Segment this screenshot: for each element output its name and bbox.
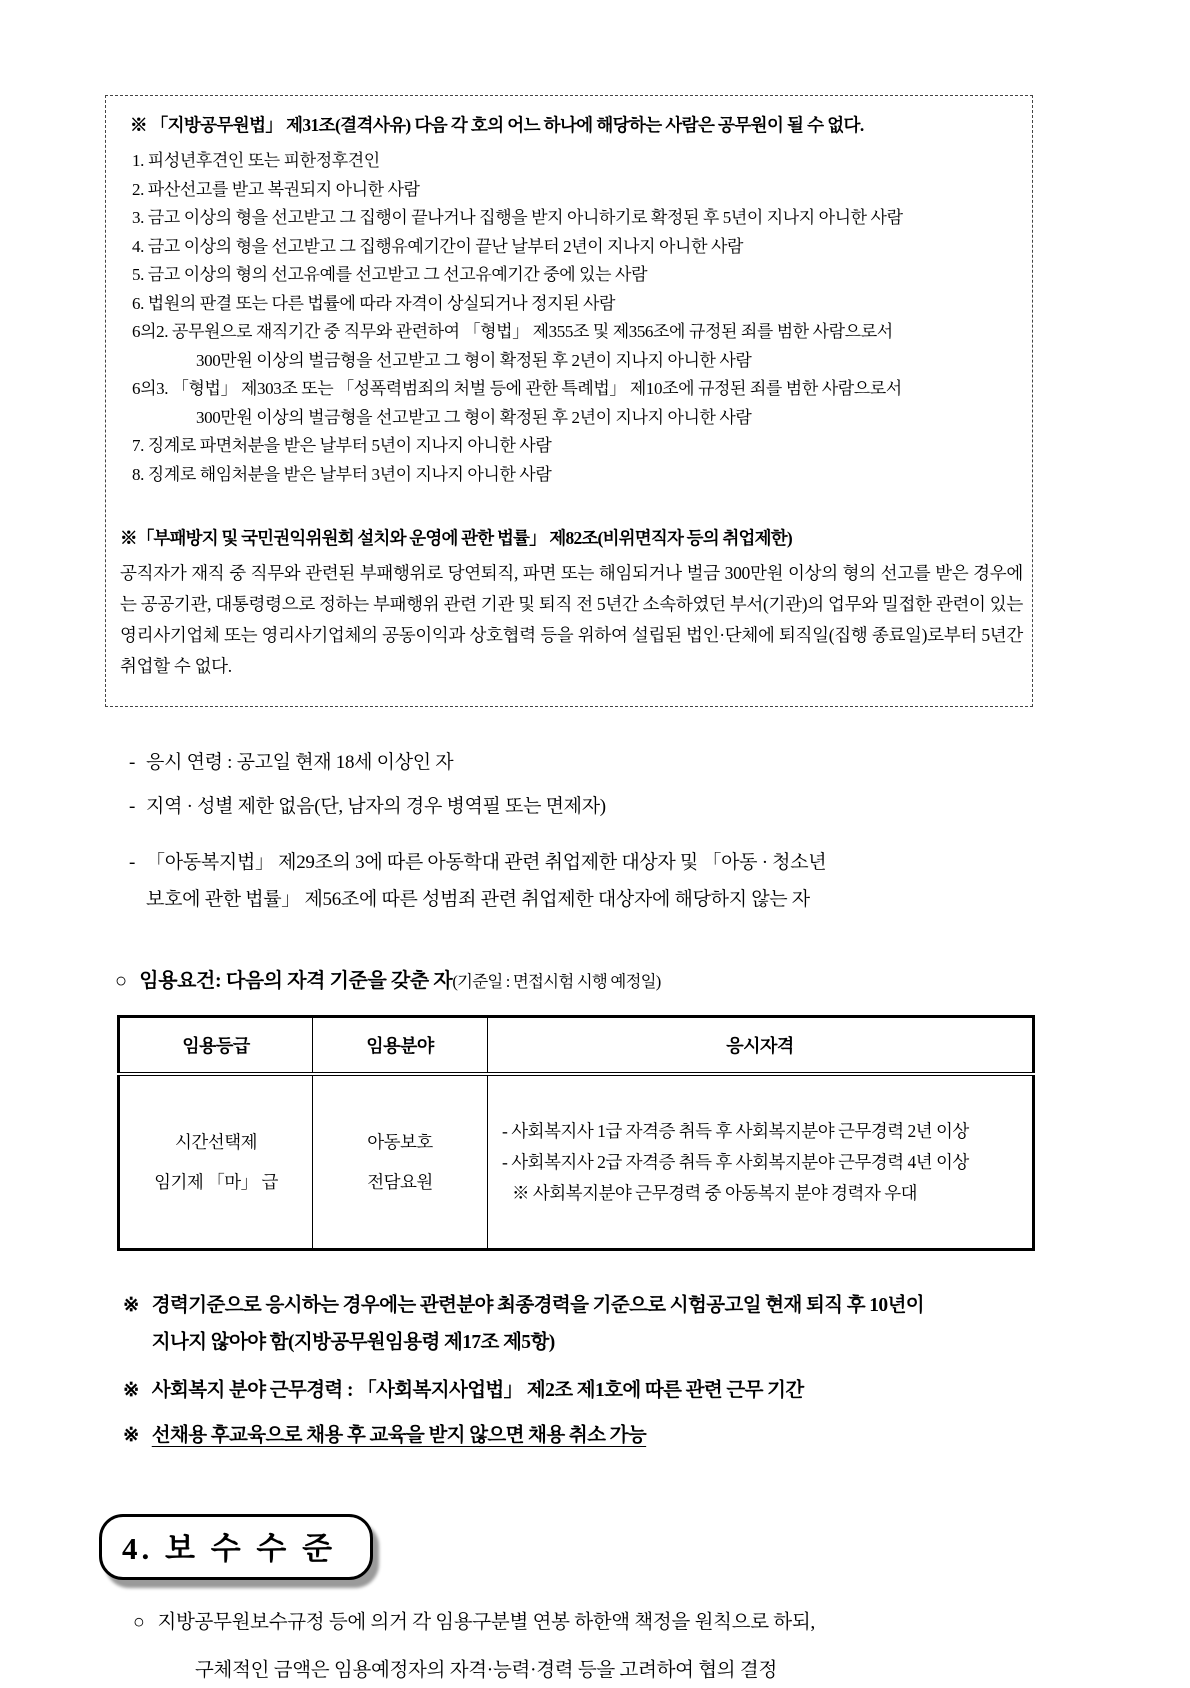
qualification-line3: ※ 사회복지분야 근무경력 중 아동복지 분야 경력자 우대 xyxy=(512,1182,918,1203)
header-field: 임용분야 xyxy=(313,1017,488,1075)
reference-notes xyxy=(105,1289,1135,1453)
law-item-4: 4. 금고 이상의 형을 선고받고 그 집행유예기간이 끝난 날부터 2년이 지나지 아니한 사람 xyxy=(132,236,743,256)
law-item-6-2-continued: 300만원 이상의 벌금형을 선고받고 그 형이 확정된 후 2년이 지나지 아니한 사람 xyxy=(196,350,752,370)
eligibility-age-item xyxy=(129,747,1135,778)
dash-icon: - xyxy=(129,796,136,817)
disqualification-notice-box xyxy=(105,95,1033,707)
law-item-8: 8. 징계로 해임처분을 받은 날부터 3년이 지나지 아니한 사람 xyxy=(132,464,552,484)
note-career-basis xyxy=(123,1289,1135,1363)
eligibility-region-item xyxy=(129,791,1135,822)
cell-qualification xyxy=(488,1074,1034,1250)
law-item-7: 7. 징계로 파면처분을 받은 날부터 5년이 지나지 아니한 사람 xyxy=(132,436,552,455)
circle-bullet-icon: ○ xyxy=(115,970,127,992)
law-item-6-2: 6의2. 공무원으로 재직기간 중 직무와 관련하여 「형법」 제355조 및 제356조에 규정된 죄를 범한 사람으로서 xyxy=(132,322,893,341)
eligibility-age-text: 응시 연령 : 공고일 현재 18세 이상인 자 xyxy=(146,752,454,773)
qualification-line2: - 사회복지사 2급 자격증 취득 후 사회복지분야 근무경력 4년 이상 xyxy=(502,1151,969,1172)
eligibility-childlaw-line1: 「아동복지법」 제29조의 3에 따른 아동학대 관련 취업제한 대상자 및 「아동 · 청소년 xyxy=(146,852,827,873)
corruption-law-body: 공직자가 재직 중 직무와 관련된 부패행위로 당연퇴직, 파면 또는 해임되거나 벌금 300만원 이상의 형의 선고를 받은 경우에는 공공기관, 대통령령으로 정하는 부패행위 관련 기관 및 퇴직 전 5년간 소속하였던 부서(기관)의 업무와 밀접한 관련이 있는 영리사기업체 또는 영리사기업체의 공동이익과 상호협력 등을 위하여 설립된 법인·단체에 퇴직일(집행 종료일)로부터 5년간 취업할 수 없다. xyxy=(120,563,1023,676)
pay-level-line1 xyxy=(133,1606,1135,1640)
pay-level-line1-text: 지방공무원보수규정 등에 의거 각 임용구분별 연봉 하한액 책정을 원칙으로 하되, xyxy=(157,1612,815,1633)
appointment-requirements-heading xyxy=(105,964,1135,993)
header-qualification: 응시자격 xyxy=(488,1017,1034,1075)
pay-level-section-badge: 4. 보 수 수 준 xyxy=(99,1514,373,1580)
law-item-6-3-continued: 300만원 이상의 벌금형을 선고받고 그 형이 확정된 후 2년이 지나지 아니한 사람 xyxy=(196,407,752,427)
note-pre-hiring-text: 선채용 후교육으로 채용 후 교육을 받지 않으면 채용 취소 가능 xyxy=(151,1425,647,1446)
law-item-6: 6. 법원의 판결 또는 다른 법률에 따라 자격이 상실되거나 정지된 사람 xyxy=(132,293,616,313)
dash-icon: - xyxy=(129,752,136,773)
law-item-5: 5. 금고 이상의 형의 선고유예를 선고받고 그 선고유예기간 중에 있는 사람 xyxy=(132,265,648,284)
pay-level-line2: 구체적인 금액은 임용예정자의 자격·능력·경력 등을 고려하여 협의 결정 xyxy=(195,1660,777,1681)
note-welfare-career xyxy=(123,1374,1135,1408)
pay-level-content xyxy=(105,1606,1135,1688)
eligibility-childlaw-line2: 보호에 관한 법률」 제56조에 따른 성범죄 관련 취업제한 대상자에 해당하지 않는 자 xyxy=(146,889,810,910)
eligibility-childlaw-item xyxy=(129,844,1135,918)
appointment-requirements-table xyxy=(117,1015,1035,1251)
corruption-law-header: ※「부패방지 및 국민권익위원회 설치와 운영에 관한 법률」 제82조(비위면직자 등의 취업제한) xyxy=(120,528,792,548)
qualification-line1: - 사회복지사 1급 자격증 취득 후 사회복지분야 근무경력 2년 이상 xyxy=(502,1120,969,1141)
table-row xyxy=(119,1074,1034,1250)
reference-mark-icon: ※ xyxy=(123,1380,139,1401)
law-item-6-3: 6의3. 「형법」 제303조 또는 「성폭력범죄의 처벌 등에 관한 특례법」 제10조에 규정된 죄를 범한 사람으로서 xyxy=(132,379,902,398)
cell-field xyxy=(313,1074,488,1250)
eligibility-region-text: 지역 · 성별 제한 없음(단, 남자의 경우 병역필 또는 면제자) xyxy=(146,796,606,817)
eligibility-list xyxy=(105,747,1135,918)
law-item-2: 2. 파산선고를 받고 복권되지 아니한 사람 xyxy=(132,179,420,199)
grade-line1: 시간선택제 xyxy=(174,1132,258,1152)
note-welfare-career-text: 사회복지 분야 근무경력 : 「사회복지사업법」 제2조 제1호에 따른 관련 근무 기간 xyxy=(151,1380,804,1401)
note-pre-hiring xyxy=(123,1419,1135,1453)
dash-icon: - xyxy=(129,852,136,873)
note-career-line1: 경력기준으로 응시하는 경우에는 관련분야 최종경력을 기준으로 시험공고일 현재 퇴직 후 10년이 xyxy=(151,1295,925,1316)
appointment-heading-note: (기준일 : 면접시험 시행 예정일) xyxy=(452,972,661,991)
corruption-law-section xyxy=(120,525,1022,682)
law-item-3: 3. 금고 이상의 형을 선고받고 그 집행이 끝나거나 집행을 받지 아니하기로 확정된 후 5년이 지나지 아니한 사람 xyxy=(132,208,903,227)
reference-mark-icon: ※ xyxy=(123,1425,139,1446)
appointment-heading-text: 임용요건: 다음의 자격 기준을 갖춘 자 xyxy=(139,970,453,992)
grade-line2: 임기제 「마」 급 xyxy=(154,1172,278,1192)
note-career-basis-text xyxy=(152,1289,924,1363)
field-line1: 아동보호 xyxy=(367,1132,433,1152)
field-line2: 전담요원 xyxy=(367,1172,433,1192)
reference-mark-icon: ※ xyxy=(123,1295,139,1316)
table-header-row xyxy=(119,1017,1034,1075)
law-item-1: 1. 피성년후견인 또는 피한정후견인 xyxy=(132,151,380,170)
cell-grade xyxy=(119,1074,313,1250)
header-grade: 임용등급 xyxy=(119,1017,313,1075)
law-article-header: ※ 「지방공무원법」 제31조(결격사유) 다음 각 호의 어느 하나에 해당하는 사람은 공무원이 될 수 없다. xyxy=(130,115,864,135)
eligibility-childlaw-text xyxy=(146,844,826,918)
note-career-line2: 지나지 않아야 함(지방공무원임용령 제17조 제5항) xyxy=(151,1332,555,1353)
circle-bullet-icon: ○ xyxy=(133,1612,145,1633)
